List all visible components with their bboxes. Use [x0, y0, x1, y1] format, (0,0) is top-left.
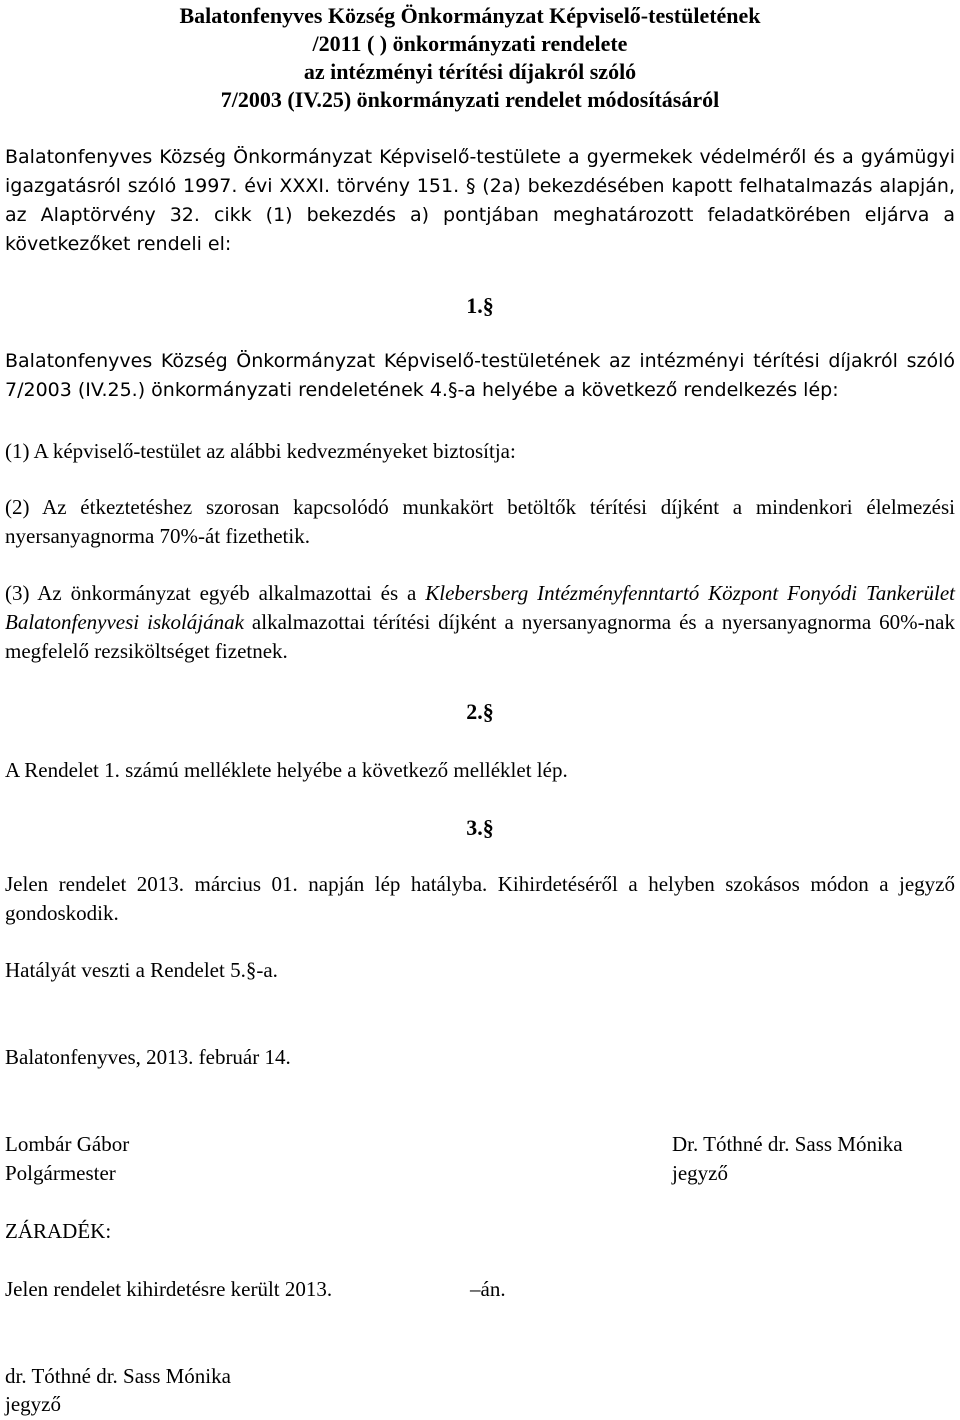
paragraph-3-start: (3) Az önkormányzat egyéb alkalmazottai és a [5, 581, 426, 605]
title-line-1: Balatonfenyves Község Önkormányzat Képviselő-testületének [179, 3, 761, 28]
repeal-text: Hatályát veszti a Rendelet 5.§-a. [5, 958, 278, 982]
clause-text-end: –án. [470, 1277, 506, 1301]
section-2-heading: 2.§ [466, 699, 494, 724]
clause-heading: ZÁRADÉK: [5, 1219, 112, 1243]
title-line-3: az intézményi térítési díjakról szóló [303, 59, 637, 84]
section-3-text: Jelen rendelet 2013. március 01. napján lép hatályba. Kihirdetéséről a helyben szokásos módon a jegyző gondoskodik. [5, 872, 955, 925]
clause-signer-name: dr. Tóthné dr. Sass Mónika [5, 1364, 231, 1388]
section-3-heading: 3.§ [466, 815, 494, 840]
mayor-role: Polgármester [5, 1161, 116, 1185]
paragraph-3-italic: Klebersberg Intézményfenntartó Központ Fonyódi Tankerület Balatonfenyvesi iskolájának [5, 581, 956, 634]
clause-text-start: Jelen rendelet kihirdetésre került 2013. [5, 1277, 333, 1301]
section-1-paragraph-2: (2) Az étkeztetéshez szorosan kapcsolódó munkakört betöltők térítési díjként a mindenkori élelmezési nyersanyagnorma 70%-át fizethetik. [5, 495, 955, 548]
title-line-4: 7/2003 (IV.25) önkormányzati rendelet módosításáról [220, 87, 720, 112]
section-1-heading: 1.§ [466, 293, 494, 318]
title-line-2: /2011 ( ) önkormányzati rendelete [312, 31, 628, 56]
notary-role: jegyző [672, 1161, 728, 1185]
mayor-name: Lombár Gábor [5, 1132, 130, 1156]
clause-signer-role: jegyző [5, 1392, 61, 1416]
document-title [150, 2, 790, 114]
preamble-paragraph: Balatonfenyves Község Önkormányzat Képviselő-testülete a gyermekek védelméről és a gyámügyi igazgatásról szóló 1997. évi XXXI. törvény 151. § (2a) bekezdésében kapott felhatalmazás alapján, az Alaptörvény 32. cikk (1) bekezdés a) pontjában meghatározott feladatkörében eljárva a következőket rendeli el: [5, 146, 955, 255]
section-2-text: A Rendelet 1. számú melléklete helyébe a következő melléklet lép. [5, 758, 568, 782]
paragraph-3-end: alkalmazottai térítési díjként a nyersanyagnorma és a nyersanyagnorma 60%-nak megfelelő rezsiköltséget fizetnek. [5, 610, 955, 663]
section-1-paragraph-1: (1) A képviselő-testület az alábbi kedvezményeket biztosítja: [5, 439, 516, 463]
notary-name: Dr. Tóthné dr. Sass Mónika [672, 1132, 903, 1156]
section-1-intro: Balatonfenyves Község Önkormányzat Képviselő-testületének az intézményi térítési díjakról szóló 7/2003 (IV.25.) önkormányzati rendeletének 4.§-a helyébe a következő rendelkezés lép: [5, 350, 955, 401]
section-1-paragraph-3 [5, 579, 955, 666]
place-and-date: Balatonfenyves, 2013. február 14. [5, 1045, 291, 1069]
